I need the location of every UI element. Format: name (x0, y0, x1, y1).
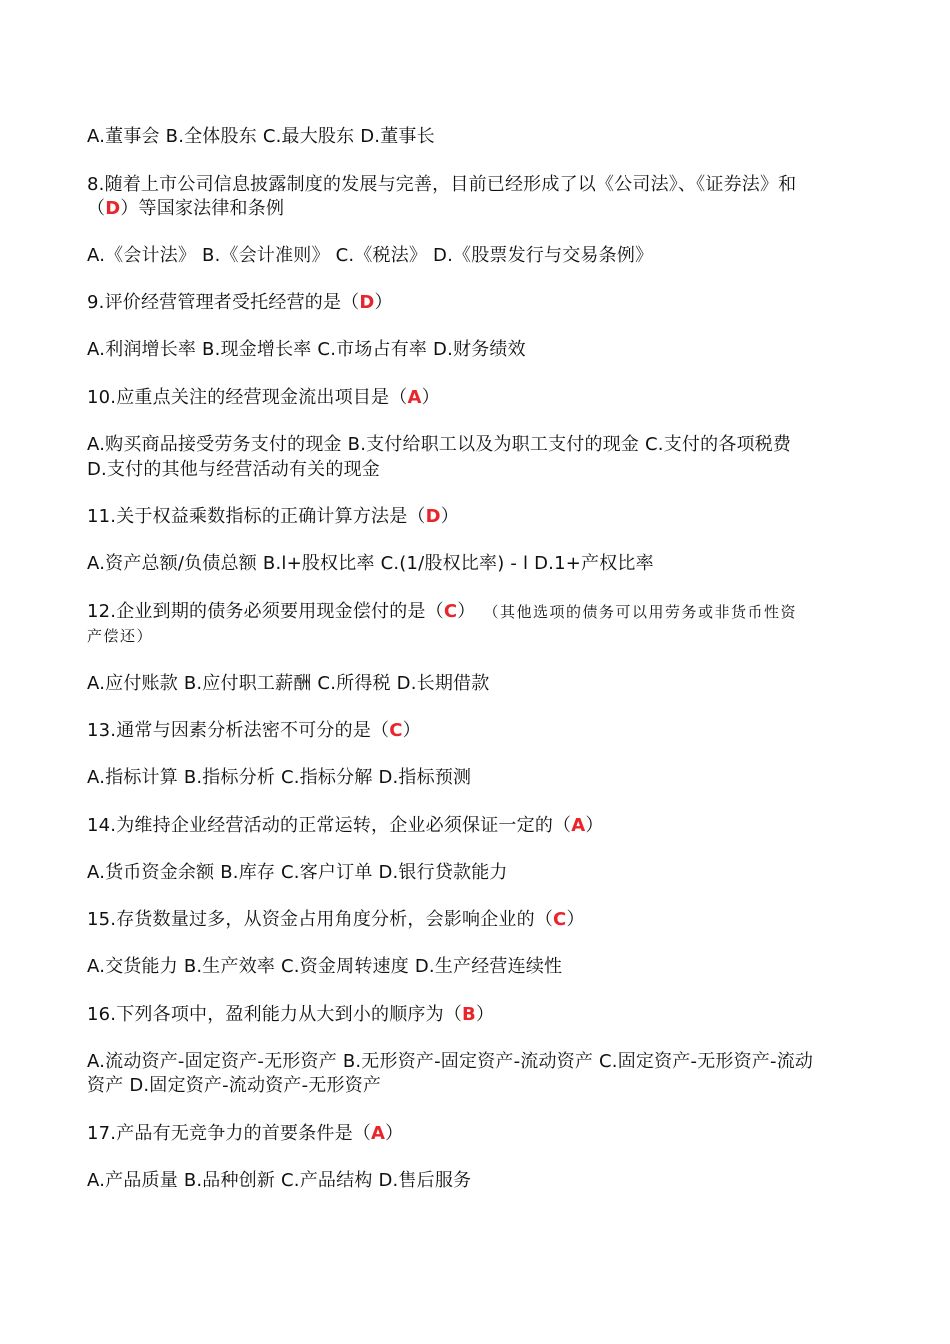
answer-letter: D (425, 506, 441, 527)
q10-options-line-2 (87, 458, 877, 482)
question-text: 17.产品有无竞争力的首要条件是（ (87, 1123, 372, 1144)
option-text: A.交货能力 B.生产效率 C.资金周转速度 D.生产经营连续性 (87, 956, 563, 977)
question-text: 16.下列各项中，盈利能力从大到小的顺序为（ (87, 1004, 463, 1025)
answer-letter: C (389, 720, 403, 741)
q13-question (87, 719, 877, 743)
answer-letter: D (105, 198, 121, 219)
q13-options (87, 766, 877, 790)
answer-letter: A (371, 1123, 386, 1144)
q10-options-line-1 (87, 433, 877, 457)
answer-letter: C (553, 909, 567, 930)
option-text: A.利润增长率 B.现金增长率 C.市场占有率 D.财务绩效 (87, 339, 526, 360)
q8-question-line-2 (87, 197, 877, 221)
option-text: D.支付的其他与经营活动有关的现金 (87, 459, 380, 480)
option-text: A.购买商品接受劳务支付的现金 B.支付给职工以及为职工支付的现金 C.支付的各项税费 (87, 434, 792, 455)
question-text: 8.随着上市公司信息披露制度的发展与完善，目前已经形成了以《公司法》、《证券法》和 (87, 174, 797, 195)
q12-options (87, 672, 877, 696)
q12-question-line-2 (87, 624, 877, 648)
answer-letter: C (443, 601, 458, 622)
answer-letter: A (407, 387, 422, 408)
question-text: ） (374, 292, 393, 313)
question-text: 13.通常与因素分析法密不可分的是（ (87, 720, 390, 741)
q15-options (87, 955, 877, 979)
answer-letter: D (359, 292, 375, 313)
question-text: ） (566, 909, 585, 930)
q8-question-line-1 (87, 173, 877, 197)
question-text: 15.存货数量过多，从资金占用角度分析，会影响企业的（ (87, 909, 554, 930)
q16-question (87, 1003, 877, 1027)
question-text: ） (585, 815, 604, 836)
option-text: A.指标计算 B.指标分析 C.指标分解 D.指标预测 (87, 767, 472, 788)
option-text: 资产 D.固定资产-流动资产-无形资产 (87, 1075, 382, 1096)
question-text: ） (402, 720, 421, 741)
q14-options (87, 861, 877, 885)
option-text: A.资产总额/负债总额 B.l+股权比率 C.(1/股权比率) - l D.1+产权比率 (87, 553, 654, 574)
question-text: 12.企业到期的债务必须要用现金偿付的是（ (87, 601, 444, 622)
q12-question-line-1 (87, 600, 877, 624)
question-text: 10.应重点关注的经营现金流出项目是（ (87, 387, 408, 408)
question-text: ） (457, 601, 476, 622)
q16-options-line-2 (87, 1074, 877, 1098)
q11-question (87, 505, 877, 529)
question-text: 14.为维持企业经营活动的正常运转，企业必须保证一定的（ (87, 815, 572, 836)
question-text: ）等国家法律和条例 (120, 198, 285, 219)
question-text: ） (440, 506, 459, 527)
option-text: A.流动资产-固定资产-无形资产 B.无形资产-固定资产-流动资产 C.固定资产-无形资产-流动 (87, 1051, 814, 1072)
answer-letter: A (571, 815, 586, 836)
answer-letter: B (462, 1004, 476, 1025)
option-text: A.产品质量 B.品种创新 C.产品结构 D.售后服务 (87, 1170, 472, 1191)
q10-question (87, 386, 877, 410)
question-text: ） (385, 1123, 404, 1144)
q17-options (87, 1169, 877, 1193)
q9-question (87, 291, 877, 315)
option-text: A.董事会 B.全体股东 C.最大股东 D.董事长 (87, 126, 435, 147)
q9-options (87, 338, 877, 362)
q14-question (87, 814, 877, 838)
q17-question (87, 1122, 877, 1146)
option-text: A.《会计法》 B.《会计准则》 C.《税法》 D.《股票发行与交易条例》 (87, 245, 654, 266)
answer-note: 产偿还） (87, 627, 154, 645)
answer-note: （其他选项的债务可以用劳务或非货币性资 (483, 603, 797, 621)
q15-question (87, 908, 877, 932)
question-text: （ (87, 198, 106, 219)
question-text: ） (475, 1004, 495, 1025)
q7-options (87, 125, 877, 149)
q8-options (87, 244, 877, 268)
question-text: 11.关于权益乘数指标的正确计算方法是（ (87, 506, 426, 527)
option-text: A.货币资金余额 B.库存 C.客户订单 D.银行贷款能力 (87, 862, 508, 883)
q11-options (87, 552, 877, 576)
q16-options-line-1 (87, 1050, 877, 1074)
question-text: 9.评价经营管理者受托经营的是（ (87, 292, 360, 313)
option-text: A.应付账款 B.应付职工薪酬 C.所得税 D.长期借款 (87, 673, 490, 694)
question-text: ） (421, 387, 440, 408)
